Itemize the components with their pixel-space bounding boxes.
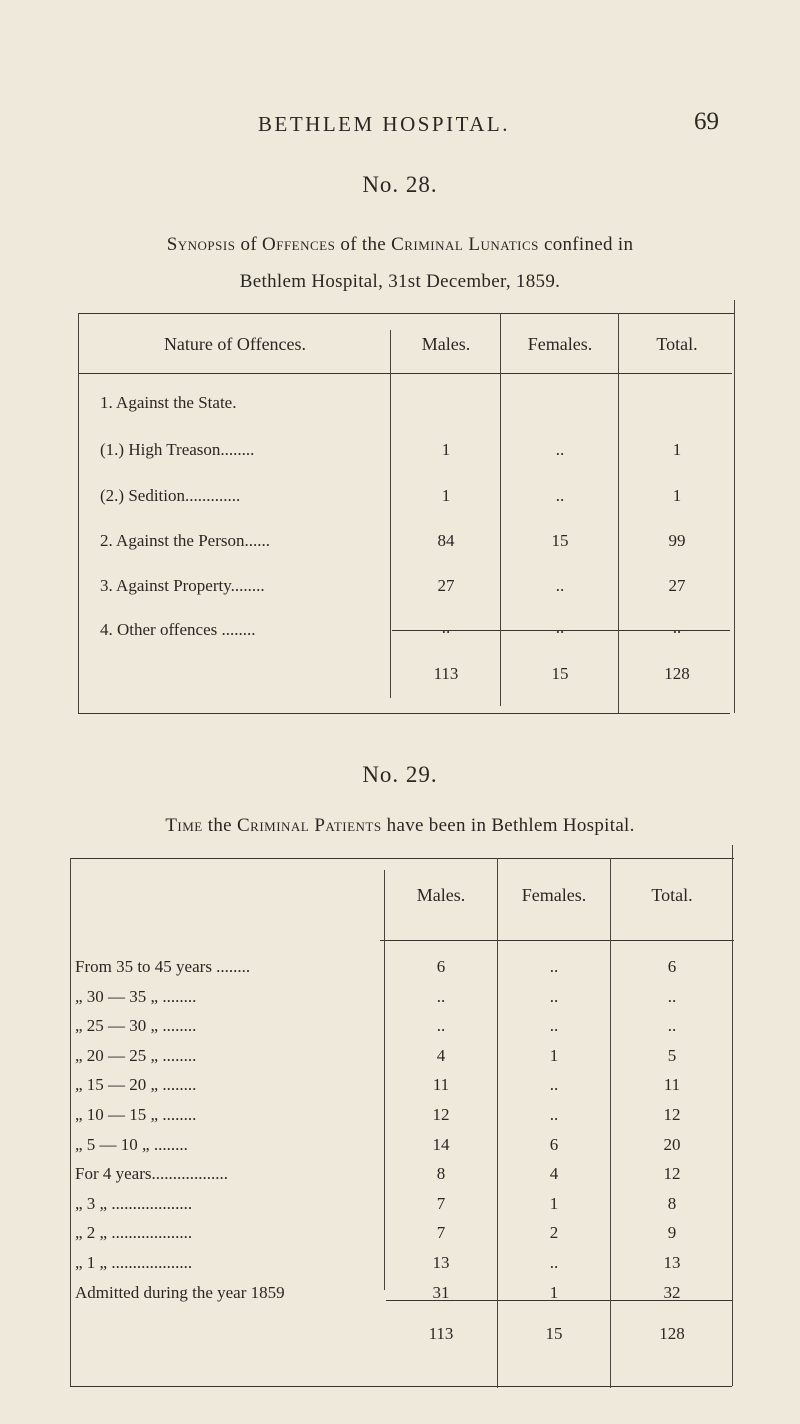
cell-total: 9: [667, 1223, 677, 1242]
cell-females: ..: [549, 1075, 559, 1094]
cell-females: 15: [551, 531, 569, 550]
row-label: 3. Against Property........: [100, 576, 265, 595]
cell-total: 6: [667, 957, 677, 976]
running-head: [0, 108, 800, 142]
cell-females: 1: [549, 1194, 559, 1213]
cell-males: 8: [436, 1164, 446, 1183]
cell-total: 12: [663, 1105, 681, 1124]
row-label: 2. Against the Person......: [100, 531, 270, 550]
row-label: „ 25 — 30 „ ........: [75, 1016, 197, 1035]
rule: [390, 330, 391, 698]
column-header: Males.: [421, 334, 471, 354]
row-label: „ 10 — 15 „ ........: [75, 1105, 197, 1124]
row-label: For 4 years..................: [75, 1164, 228, 1183]
cell-females: ..: [555, 576, 565, 595]
row-label: „ 20 — 25 „ ........: [75, 1046, 197, 1065]
rule: [70, 858, 71, 1386]
cell-males: 13: [432, 1253, 450, 1272]
row-label: „ 5 — 10 „ ........: [75, 1135, 188, 1154]
cell-males: 6: [436, 957, 446, 976]
table-29-number: No. 29.: [362, 762, 438, 787]
rule: [78, 373, 732, 374]
cell-total: 20: [663, 1135, 681, 1154]
cell-females: ..: [549, 987, 559, 1006]
cell-total: ..: [667, 1016, 677, 1035]
row-label: Admitted during the year 1859: [75, 1283, 285, 1302]
cell-females: ..: [555, 486, 565, 505]
cell-total: 27: [668, 576, 686, 595]
rule: [384, 870, 385, 1290]
cell-males: 31: [432, 1283, 450, 1302]
cell-females: ..: [555, 618, 565, 637]
cell-females: 4: [549, 1164, 559, 1183]
cell-total: 1: [672, 440, 682, 459]
total-males: 113: [428, 1324, 454, 1343]
rule: [610, 858, 611, 1388]
row-label: 4. Other offences ........: [100, 620, 256, 639]
row-label: (1.) High Treason........: [100, 440, 255, 459]
rule: [500, 313, 501, 706]
cell-total: 8: [667, 1194, 677, 1213]
cell-females: 1: [549, 1283, 559, 1302]
total-females: 15: [545, 1324, 563, 1343]
rule: [78, 713, 730, 714]
column-header: Females.: [527, 334, 593, 354]
rule: [78, 313, 79, 713]
column-header: Males.: [416, 885, 466, 905]
rule: [380, 940, 734, 941]
cell-females: ..: [549, 1253, 559, 1272]
total-females: 15: [551, 664, 569, 683]
cell-males: 4: [436, 1046, 446, 1065]
row-label: From 35 to 45 years ........: [75, 957, 251, 976]
row-label: (2.) Sedition.............: [100, 486, 241, 505]
cell-females: 2: [549, 1223, 559, 1242]
rule: [70, 1386, 732, 1387]
column-header: Total.: [651, 885, 693, 905]
cell-males: 11: [432, 1075, 450, 1094]
running-head-title: BETHLEM HOSPITAL.: [258, 112, 510, 136]
cell-females: 1: [549, 1046, 559, 1065]
cell-total: 13: [663, 1253, 681, 1272]
column-header: Total.: [656, 334, 698, 354]
cell-males: 27: [437, 576, 455, 595]
rule: [732, 845, 733, 1386]
cell-total: 5: [667, 1046, 677, 1065]
total-total: 128: [664, 664, 690, 683]
row-label: „ 30 — 35 „ ........: [75, 987, 197, 1006]
cell-total: 99: [668, 531, 686, 550]
rule: [78, 313, 734, 314]
cell-total: ..: [667, 987, 677, 1006]
cell-males: 12: [432, 1105, 450, 1124]
cell-males: 7: [436, 1223, 446, 1242]
row-label: „ 1 „ ...................: [75, 1253, 193, 1272]
table-28-caption-line1: Synopsis of Offences of the Criminal Lunatics confined in: [166, 234, 634, 255]
cell-total: 1: [672, 486, 682, 505]
rule: [497, 858, 498, 1388]
cell-total: ..: [672, 618, 682, 637]
cell-males: ..: [436, 987, 446, 1006]
cell-males: 14: [432, 1135, 450, 1154]
cell-males: 7: [436, 1194, 446, 1213]
cell-total: 32: [663, 1283, 681, 1302]
cell-total: 11: [663, 1075, 681, 1094]
row-label: 1. Against the State.: [100, 393, 237, 412]
cell-females: ..: [549, 1016, 559, 1035]
cell-females: ..: [555, 440, 565, 459]
row-label: „ 3 „ ...................: [75, 1194, 193, 1213]
table-29-caption: Time the Criminal Patients have been in Bethlem Hospital.: [165, 815, 635, 836]
cell-females: ..: [549, 957, 559, 976]
cell-males: ..: [436, 1016, 446, 1035]
cell-males: 84: [437, 531, 455, 550]
rule: [618, 313, 619, 713]
column-header: Nature of Offences.: [163, 334, 307, 354]
cell-males: 1: [441, 440, 451, 459]
table-28-number: No. 28.: [362, 172, 438, 197]
page-number: 69: [694, 108, 719, 135]
cell-females: ..: [549, 1105, 559, 1124]
cell-total: 12: [663, 1164, 681, 1183]
column-header: Females.: [521, 885, 587, 905]
total-males: 113: [433, 664, 459, 683]
total-total: 128: [659, 1324, 685, 1343]
rule: [734, 300, 735, 713]
rule: [70, 858, 734, 859]
cell-males: 1: [441, 486, 451, 505]
cell-males: ..: [441, 618, 451, 637]
row-label: „ 2 „ ...................: [75, 1223, 193, 1242]
row-label: „ 15 — 20 „ ........: [75, 1075, 197, 1094]
table-28-caption-line2: Bethlem Hospital, 31st December, 1859.: [239, 271, 561, 292]
cell-females: 6: [549, 1135, 559, 1154]
